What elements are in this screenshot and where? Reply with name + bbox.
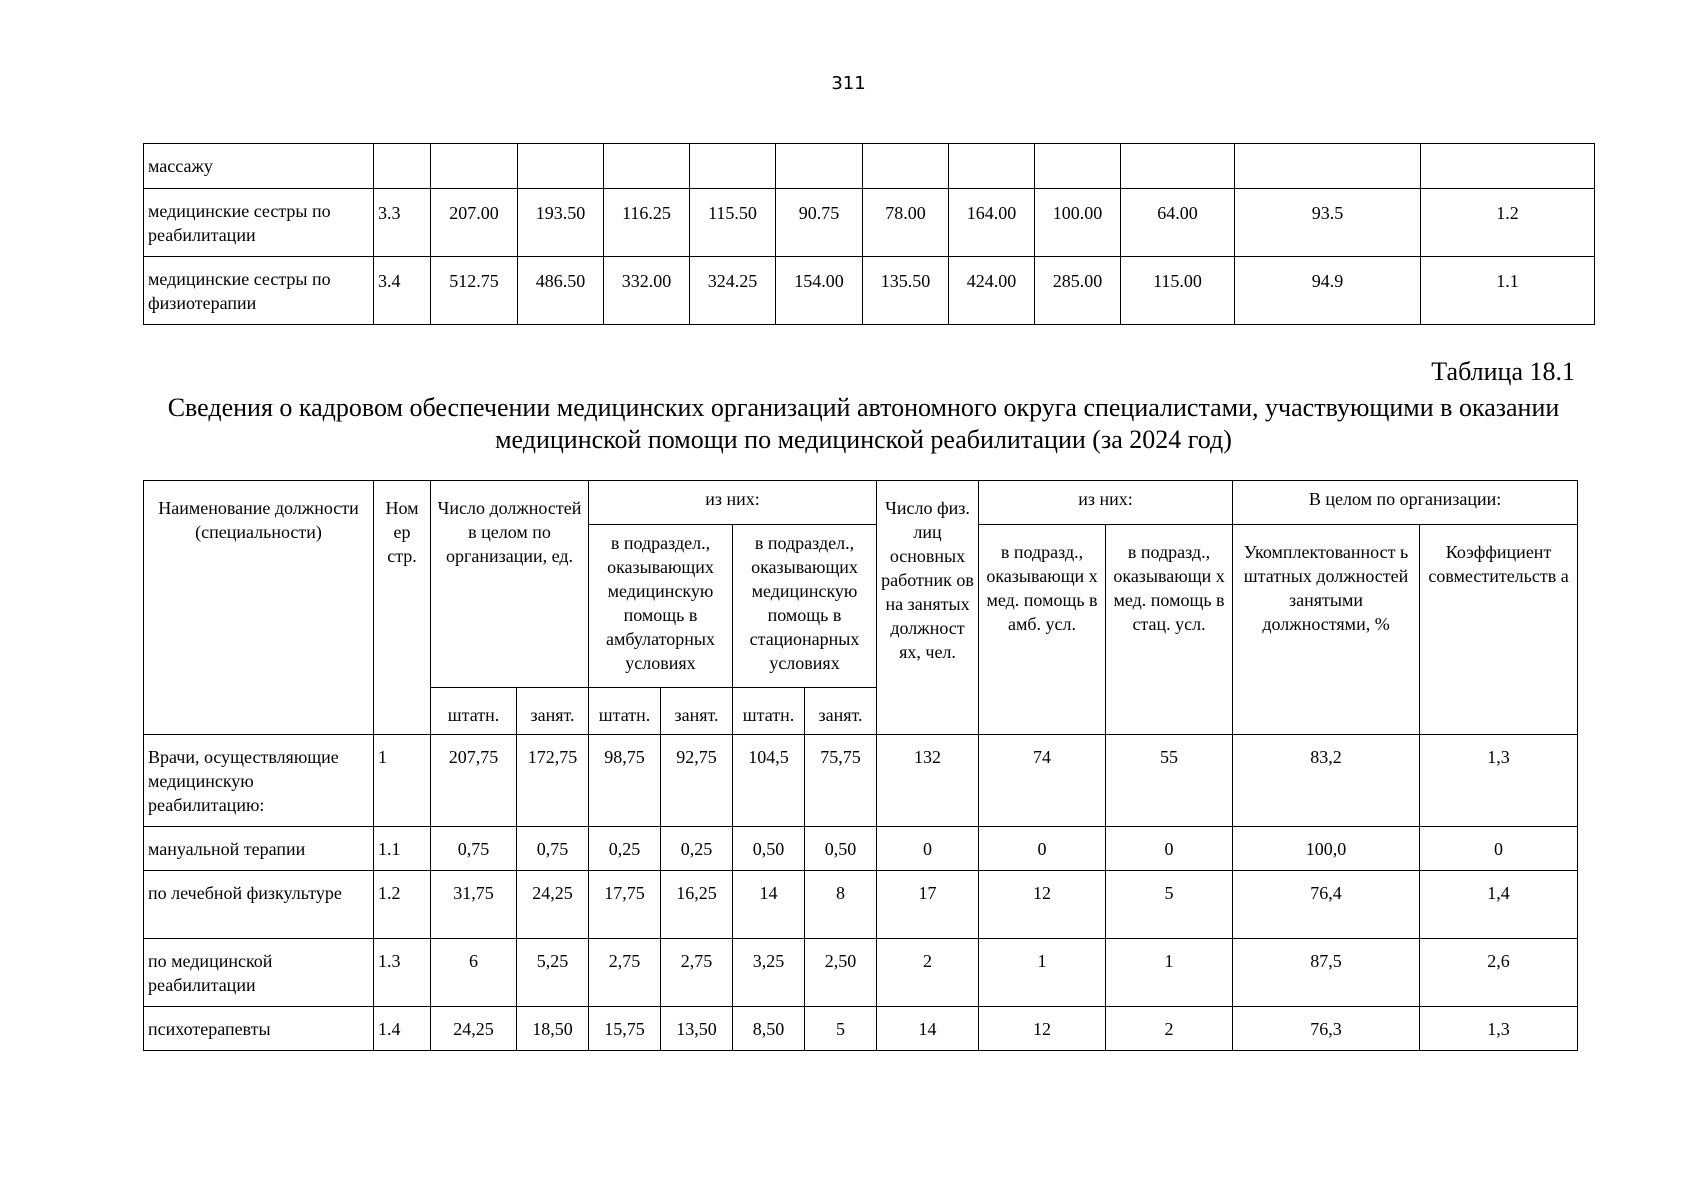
- table-row: [144, 827, 1578, 871]
- table-cell: 5: [805, 1007, 877, 1051]
- table-cell: [1035, 144, 1121, 189]
- header-staffing: Укомплектованност ь штатных должностей занятыми должностями, %: [1233, 525, 1420, 735]
- table-row: [144, 257, 1595, 325]
- row-name: по лечебной физкультуре: [144, 871, 374, 939]
- table-cell: [1235, 144, 1421, 189]
- table-cell: 0,75: [431, 827, 517, 871]
- table-title: Сведения о кадровом обеспечении медицинских организаций автономного округа специалистами, участвующими в оказании медицинской помощи по медицинской реабилитации (за 2024 год): [167, 393, 1560, 454]
- table-row: [144, 939, 1578, 1007]
- table-cell: 2,75: [661, 939, 733, 1007]
- table-cell: 132: [877, 735, 979, 827]
- row-code: 3.4: [374, 257, 431, 325]
- table-cell: 12: [979, 1007, 1106, 1051]
- row-code: 1.1: [374, 827, 431, 871]
- table-row: [144, 871, 1578, 939]
- row-name: медицинские сестры по реабилитации: [144, 189, 374, 257]
- table-cell: [604, 144, 690, 189]
- table-cell: 74: [979, 735, 1106, 827]
- table-cell: 2: [877, 939, 979, 1007]
- table-cell: 285.00: [1035, 257, 1121, 325]
- table-cell: [1121, 144, 1235, 189]
- table-cell: [949, 144, 1035, 189]
- row-code: 1.2: [374, 871, 431, 939]
- table-cell: 207,75: [431, 735, 517, 827]
- header-position: Наименование должности (специальности): [144, 481, 374, 735]
- table-cell: 0,25: [589, 827, 661, 871]
- table-cell: [863, 144, 949, 189]
- header-coefficient: Коэффициент совместительств а: [1420, 525, 1578, 735]
- row-name: по медицинской реабилитации: [144, 939, 374, 1007]
- table-cell: 92,75: [661, 735, 733, 827]
- table-cell: [690, 144, 776, 189]
- table-row: [144, 144, 1595, 189]
- table-cell: 0: [1420, 827, 1578, 871]
- table-cell: [776, 144, 863, 189]
- table-cell: 24,25: [517, 871, 589, 939]
- table-cell: 0: [877, 827, 979, 871]
- table-cell: 193.50: [518, 189, 604, 257]
- header-staff-amb: штатн.: [589, 688, 661, 735]
- table-cell: 0,50: [733, 827, 805, 871]
- table-cell: 55: [1106, 735, 1233, 827]
- table-cell: [518, 144, 604, 189]
- row-code: 1.4: [374, 1007, 431, 1051]
- table-cell: 424.00: [949, 257, 1035, 325]
- header-individuals: Число физ. лиц основных работник ов на занятых должност ях, чел.: [877, 481, 979, 735]
- row-name: медицинские сестры по физиотерапии: [144, 257, 374, 325]
- table-cell: 116.25: [604, 189, 690, 257]
- header-inpatient: в подраздел., оказывающих медицинскую помощь в стационарных условиях: [733, 525, 877, 688]
- header-staff-stac: штатн.: [733, 688, 805, 735]
- table-cell: 13,50: [661, 1007, 733, 1051]
- table-cell: 83,2: [1233, 735, 1420, 827]
- main-table: [143, 480, 1578, 1051]
- header-of-which-individuals: из них:: [979, 481, 1233, 525]
- row-code: [374, 144, 431, 189]
- table-cell: 93.5: [1235, 189, 1421, 257]
- table-cell: 172,75: [517, 735, 589, 827]
- table-cell: 1: [1106, 939, 1233, 1007]
- table-cell: 76,3: [1233, 1007, 1420, 1051]
- table-cell: 15,75: [589, 1007, 661, 1051]
- table-cell: 0,25: [661, 827, 733, 871]
- table-row: [144, 1007, 1578, 1051]
- row-name: массажу: [144, 144, 374, 189]
- table-cell: 0,50: [805, 827, 877, 871]
- table-cell: 5,25: [517, 939, 589, 1007]
- table-row: [144, 735, 1578, 827]
- top-table: [143, 143, 1595, 325]
- table-cell: 6: [431, 939, 517, 1007]
- header-org-total: В целом по организации:: [1233, 481, 1578, 525]
- table-number: Таблица 18.1: [1431, 357, 1575, 386]
- table-cell: 14: [877, 1007, 979, 1051]
- table-cell: 64.00: [1121, 189, 1235, 257]
- table-cell: 100,0: [1233, 827, 1420, 871]
- row-code: 1.3: [374, 939, 431, 1007]
- header-amb-units: в подразд., оказывающи х мед. помощь в амб. усл.: [979, 525, 1106, 735]
- table-cell: 207.00: [431, 189, 518, 257]
- table-cell: 0,75: [517, 827, 589, 871]
- table-cell: 164.00: [949, 189, 1035, 257]
- table-cell: 12: [979, 871, 1106, 939]
- table-cell: 2,75: [589, 939, 661, 1007]
- row-code: 3.3: [374, 189, 431, 257]
- header-row-number: Ном ер стр.: [374, 481, 431, 735]
- table-cell: 135.50: [863, 257, 949, 325]
- table-cell: 104,5: [733, 735, 805, 827]
- table-cell: 17: [877, 871, 979, 939]
- table-cell: 2: [1106, 1007, 1233, 1051]
- table-cell: 324.25: [690, 257, 776, 325]
- row-name: мануальной терапии: [144, 827, 374, 871]
- table-cell: 87,5: [1233, 939, 1420, 1007]
- table-cell: 98,75: [589, 735, 661, 827]
- table-cell: [431, 144, 518, 189]
- table-cell: 24,25: [431, 1007, 517, 1051]
- table-cell: 2,6: [1420, 939, 1578, 1007]
- table-row: [144, 189, 1595, 257]
- row-name: Врачи, осуществляющие медицинскую реабилитацию:: [144, 735, 374, 827]
- table-cell: 78.00: [863, 189, 949, 257]
- header-occupied-stac: занят.: [805, 688, 877, 735]
- row-code: 1: [374, 735, 431, 827]
- table-cell: 31,75: [431, 871, 517, 939]
- header-stac-units: в подразд., оказывающи х мед. помощь в стац. усл.: [1106, 525, 1233, 735]
- table-cell: 486.50: [518, 257, 604, 325]
- header-occupied: занят.: [517, 688, 589, 735]
- table-cell: 3,25: [733, 939, 805, 1007]
- table-cell: 16,25: [661, 871, 733, 939]
- table-cell: 115.00: [1121, 257, 1235, 325]
- table-cell: 1,4: [1420, 871, 1578, 939]
- table-cell: 0: [1106, 827, 1233, 871]
- table-cell: 0: [979, 827, 1106, 871]
- table-cell: 8: [805, 871, 877, 939]
- header-occupied-amb: занят.: [661, 688, 733, 735]
- table-cell: 1.1: [1421, 257, 1595, 325]
- table-cell: 154.00: [776, 257, 863, 325]
- header-of-which: из них:: [589, 481, 877, 525]
- table-cell: 75,75: [805, 735, 877, 827]
- header-staff: штатн.: [431, 688, 517, 735]
- row-name: психотерапевты: [144, 1007, 374, 1051]
- table-cell: 14: [733, 871, 805, 939]
- page-number: 311: [831, 73, 866, 94]
- table-cell: 2,50: [805, 939, 877, 1007]
- table-cell: 5: [1106, 871, 1233, 939]
- table-cell: 1,3: [1420, 1007, 1578, 1051]
- table-cell: 94.9: [1235, 257, 1421, 325]
- table-cell: 8,50: [733, 1007, 805, 1051]
- table-cell: 90.75: [776, 189, 863, 257]
- table-cell: 1.2: [1421, 189, 1595, 257]
- table-cell: 332.00: [604, 257, 690, 325]
- header-ambulatory: в подраздел., оказывающих медицинскую помощь в амбулаторных условиях: [589, 525, 733, 688]
- header-total-positions: Число должностей в целом по организации, ед.: [431, 481, 589, 688]
- table-cell: 18,50: [517, 1007, 589, 1051]
- table-cell: 76,4: [1233, 871, 1420, 939]
- table-cell: [1421, 144, 1595, 189]
- table-cell: 17,75: [589, 871, 661, 939]
- table-cell: 512.75: [431, 257, 518, 325]
- table-cell: 1: [979, 939, 1106, 1007]
- table-cell: 1,3: [1420, 735, 1578, 827]
- table-cell: 115.50: [690, 189, 776, 257]
- table-cell: 100.00: [1035, 189, 1121, 257]
